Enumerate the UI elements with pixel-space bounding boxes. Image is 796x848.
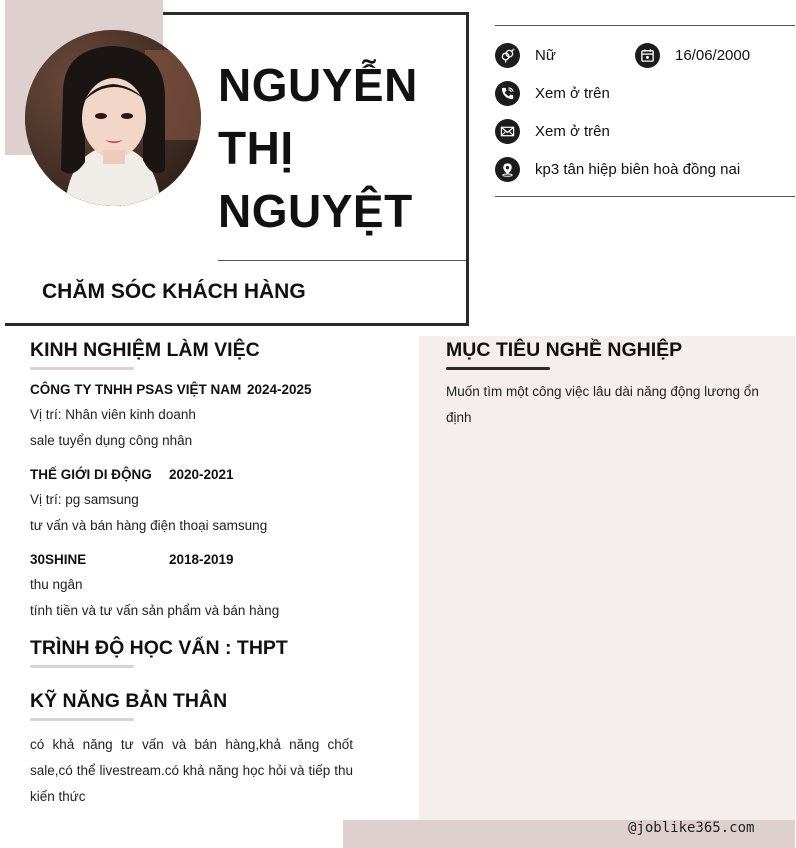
objective-underline bbox=[446, 367, 550, 370]
education-title: TRÌNH ĐỘ HỌC VẤN : THPT bbox=[30, 637, 288, 659]
calendar-icon bbox=[635, 43, 660, 68]
exp-company-2: THẾ GIỚI DI ĐỘNG bbox=[30, 467, 152, 482]
gender-text: Nữ bbox=[535, 47, 556, 64]
exp-line-3a: thu ngân bbox=[30, 577, 83, 592]
name-line-3: NGUYỆT bbox=[218, 185, 413, 237]
mail-icon bbox=[495, 119, 520, 144]
phone-icon bbox=[495, 81, 520, 106]
name-divider bbox=[218, 260, 466, 261]
education-underline bbox=[30, 665, 134, 668]
exp-years-2: 2020-2021 bbox=[169, 467, 234, 482]
watermark: @joblike365.com bbox=[628, 820, 755, 836]
name-line-1: NGUYỄN bbox=[218, 59, 418, 111]
experience-title: KINH NGHIỆM LÀM VIỆC bbox=[30, 339, 260, 361]
contact-gender bbox=[495, 43, 556, 68]
contact-phone bbox=[495, 81, 610, 106]
contact-block bbox=[495, 25, 795, 197]
exp-line-3b: tính tiền và tư vấn sản phẩm và bán hàng bbox=[30, 603, 280, 618]
phone-text: Xem ở trên bbox=[535, 85, 610, 102]
experience-underline bbox=[30, 367, 134, 370]
skills-title: KỸ NĂNG BẢN THÂN bbox=[30, 690, 228, 712]
name-line-2: THỊ bbox=[218, 122, 294, 174]
objective-title: MỤC TIÊU NGHỀ NGHIỆP bbox=[446, 339, 683, 361]
avatar-photo bbox=[25, 30, 201, 206]
location-pin-icon bbox=[495, 157, 520, 182]
exp-years-1: 2024-2025 bbox=[247, 382, 312, 397]
exp-years-3: 2018-2019 bbox=[169, 552, 234, 567]
skills-text: có khả năng tư vấn và bán hàng,khả năng chốt sale,có thể livestream.có khả năng học hỏi và tiếp thu kiến thức bbox=[30, 737, 353, 804]
birthday-text: 16/06/2000 bbox=[675, 47, 751, 64]
exp-company-3: 30SHINE bbox=[30, 552, 87, 567]
exp-line-2b: tư vấn và bán hàng điện thoại samsung bbox=[30, 518, 268, 533]
objective-text: Muốn tìm một công việc lâu dài năng động lương ổn định bbox=[446, 384, 759, 425]
avatar bbox=[25, 30, 201, 206]
job-title: CHĂM SÓC KHÁCH HÀNG bbox=[42, 280, 306, 303]
exp-line-1a: Vị trí: Nhân viên kinh doanh bbox=[30, 407, 196, 422]
exp-company-1: CÔNG TY TNHH PSAS VIỆT NAM bbox=[30, 382, 242, 397]
address-text: kp3 tân hiệp biên hoà đồng nai bbox=[535, 161, 741, 178]
skills-underline bbox=[30, 718, 134, 721]
contact-birthday bbox=[635, 43, 750, 68]
email-text: Xem ở trên bbox=[535, 123, 610, 140]
contact-email bbox=[495, 119, 610, 144]
gender-icon bbox=[495, 43, 520, 68]
exp-line-1b: sale tuyển dụng công nhân bbox=[30, 433, 193, 448]
contact-address bbox=[495, 157, 740, 182]
exp-line-2a: Vị trí: pg samsung bbox=[30, 492, 139, 507]
